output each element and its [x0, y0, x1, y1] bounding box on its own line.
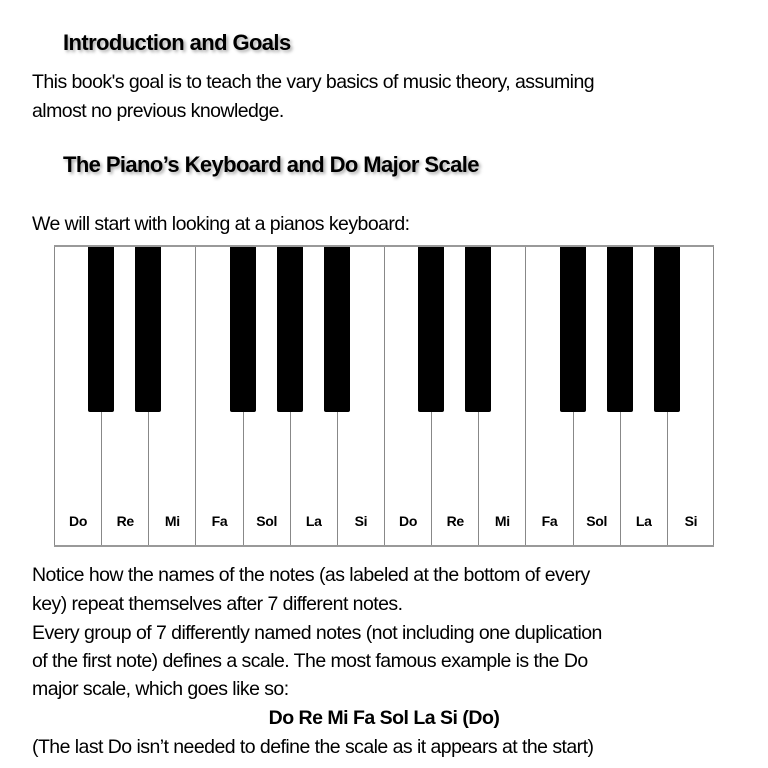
black-key	[88, 247, 114, 412]
do-major-scale: Do Re Mi Fa Sol La Si (Do)	[268, 707, 500, 729]
key-label: Re	[116, 513, 134, 529]
key-label: Mi	[164, 513, 180, 529]
key-label: Sol	[586, 513, 608, 529]
key-label: Si	[354, 513, 368, 529]
key-label: Mi	[494, 513, 510, 529]
intro-line-1: This book's goal is to teach the vary basics of music theory, assuming	[32, 71, 595, 93]
heading-piano-keyboard: The Piano’s Keyboard and Do Major Scale	[63, 152, 479, 177]
key-label: Re	[446, 513, 464, 529]
notice-line-4: of the first note) defines a scale. The most famous example is the Do	[32, 650, 588, 672]
key-label: Si	[684, 513, 698, 529]
heading-introduction: Introduction and Goals	[63, 30, 291, 55]
piano-keyboard	[54, 245, 714, 547]
black-key	[560, 247, 586, 412]
key-label: Fa	[211, 513, 228, 529]
keyboard-intro: We will start with looking at a pianos keyboard:	[32, 213, 410, 235]
notice-line-5: major scale, which goes like so:	[32, 678, 289, 700]
key-label: Fa	[541, 513, 558, 529]
black-key	[654, 247, 680, 412]
black-key	[607, 247, 633, 412]
key-label: Sol	[256, 513, 278, 529]
notice-line-1: Notice how the names of the notes (as labeled at the bottom of every	[32, 564, 590, 586]
key-label: La	[305, 513, 322, 529]
black-key	[418, 247, 444, 412]
intro-line-2: almost no previous knowledge.	[32, 100, 284, 122]
footnote: (The last Do isn’t needed to define the scale as it appears at the start)	[32, 736, 594, 758]
notice-line-2: key) repeat themselves after 7 different notes.	[32, 593, 403, 615]
black-key	[135, 247, 161, 412]
black-key	[277, 247, 303, 412]
black-key	[230, 247, 256, 412]
key-label: Do	[399, 513, 418, 529]
black-key	[465, 247, 491, 412]
key-label: Do	[69, 513, 88, 529]
notice-line-3: Every group of 7 differently named notes (not including one duplication	[32, 622, 602, 644]
black-key	[324, 247, 350, 412]
key-label: La	[635, 513, 652, 529]
